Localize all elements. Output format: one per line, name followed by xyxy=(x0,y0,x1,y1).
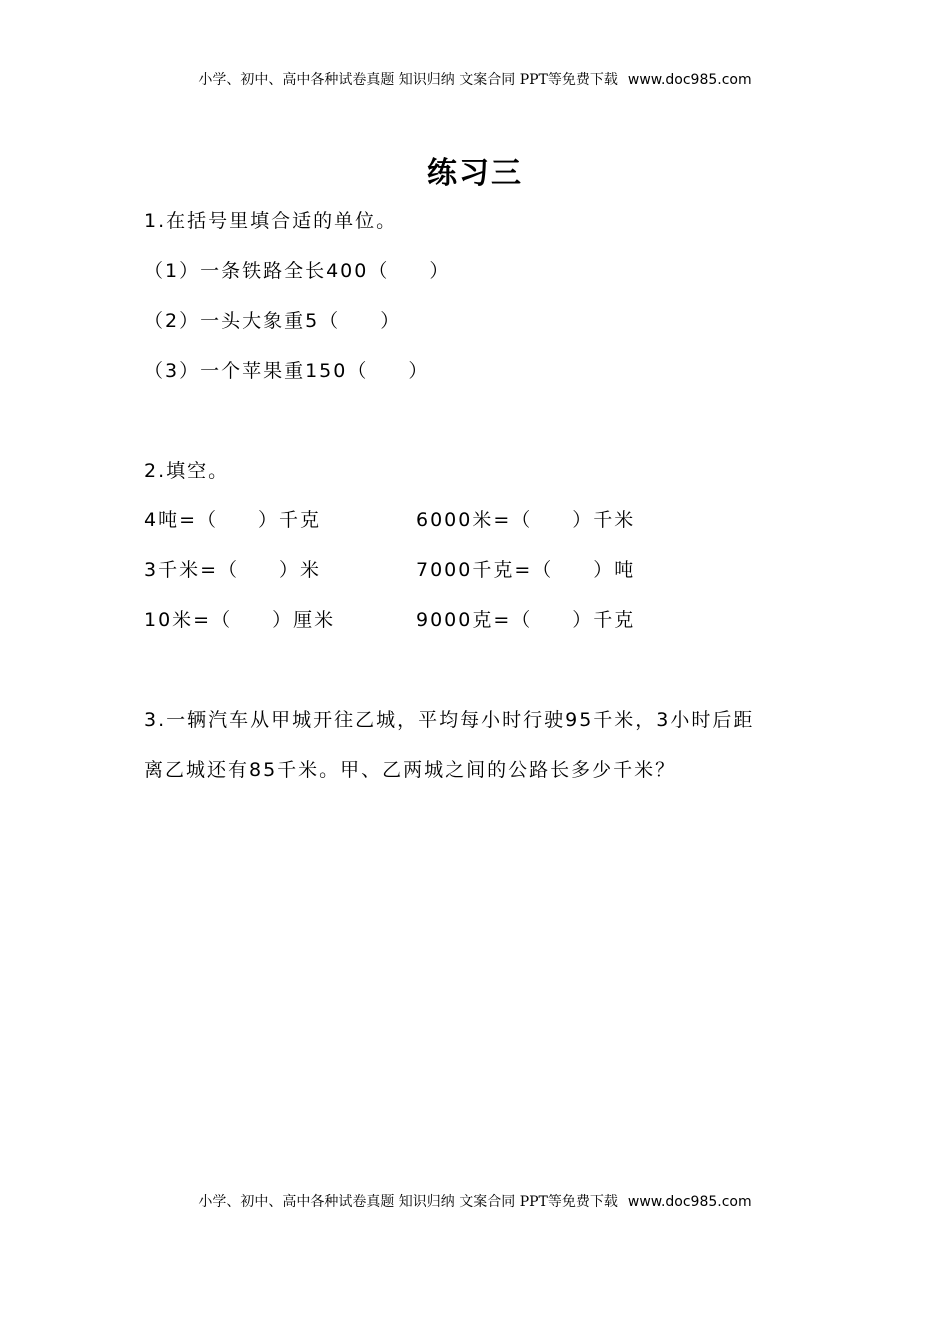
q2-row-3-left-a: 10米=（ xyxy=(144,609,233,631)
q2-row-2-right-b: ）吨 xyxy=(593,559,636,581)
page-footer xyxy=(0,1191,950,1211)
q2-row-2-left-a: 3千米=（ xyxy=(144,559,240,581)
footer-text: 小学、初中、高中各种试卷真题 知识归纳 文案合同 PPT等免费下载 xyxy=(198,1194,618,1210)
q2-prompt: 2.填空。 xyxy=(144,460,230,482)
q1-item-3 xyxy=(144,356,429,383)
q1-item-2-close: ） xyxy=(380,310,402,332)
q2-row-3-right-b: ）千克 xyxy=(572,609,636,631)
q2-row-3 xyxy=(144,605,844,632)
header-text: 小学、初中、高中各种试卷真题 知识归纳 文案合同 PPT等免费下载 xyxy=(198,72,618,88)
q3-line-2: 离乙城还有85千米。甲、乙两城之间的公路长多少千米？ xyxy=(144,759,677,781)
q3-line-1: 3.一辆汽车从甲城开往乙城，平均每小时行驶95千米，3小时后距 xyxy=(144,709,755,731)
q1-item-2 xyxy=(144,306,401,333)
q2-row-1-left-a: 4吨=（ xyxy=(144,509,219,531)
q2-row-1-right-b: ）千米 xyxy=(572,509,636,531)
q2-row-1-right-a: 6000米=（ xyxy=(416,509,533,531)
q2-row-2 xyxy=(144,555,844,582)
q1-item-1-text: （1）一条铁路全长400（ xyxy=(144,260,390,282)
q1-item-1 xyxy=(144,256,450,283)
q2-row-2-right-a: 7000千克=（ xyxy=(416,559,554,581)
q1-prompt: 1.在括号里填合适的单位。 xyxy=(144,210,398,232)
page-title: 练习三 xyxy=(427,156,523,191)
q2-row-1-left-b: ）千克 xyxy=(258,509,322,531)
page-header xyxy=(0,69,950,89)
q1-item-3-close: ） xyxy=(408,360,430,382)
q2-row-2-left-b: ）米 xyxy=(279,559,322,581)
q2-row-3-right xyxy=(416,605,635,632)
footer-site-link[interactable]: www.doc985.com xyxy=(627,1194,752,1210)
q1-item-1-close: ） xyxy=(429,260,451,282)
q1-item-3-text: （3）一个苹果重150（ xyxy=(144,360,369,382)
q2-row-2-right xyxy=(416,555,635,582)
q1-item-2-text: （2）一头大象重5（ xyxy=(144,310,341,332)
q2-row-3-right-a: 9000克=（ xyxy=(416,609,533,631)
q2-row-1-right xyxy=(416,505,635,532)
header-site-link[interactable]: www.doc985.com xyxy=(627,72,752,88)
q2-row-3-left-b: ）厘米 xyxy=(272,609,336,631)
q2-row-1 xyxy=(144,505,844,532)
